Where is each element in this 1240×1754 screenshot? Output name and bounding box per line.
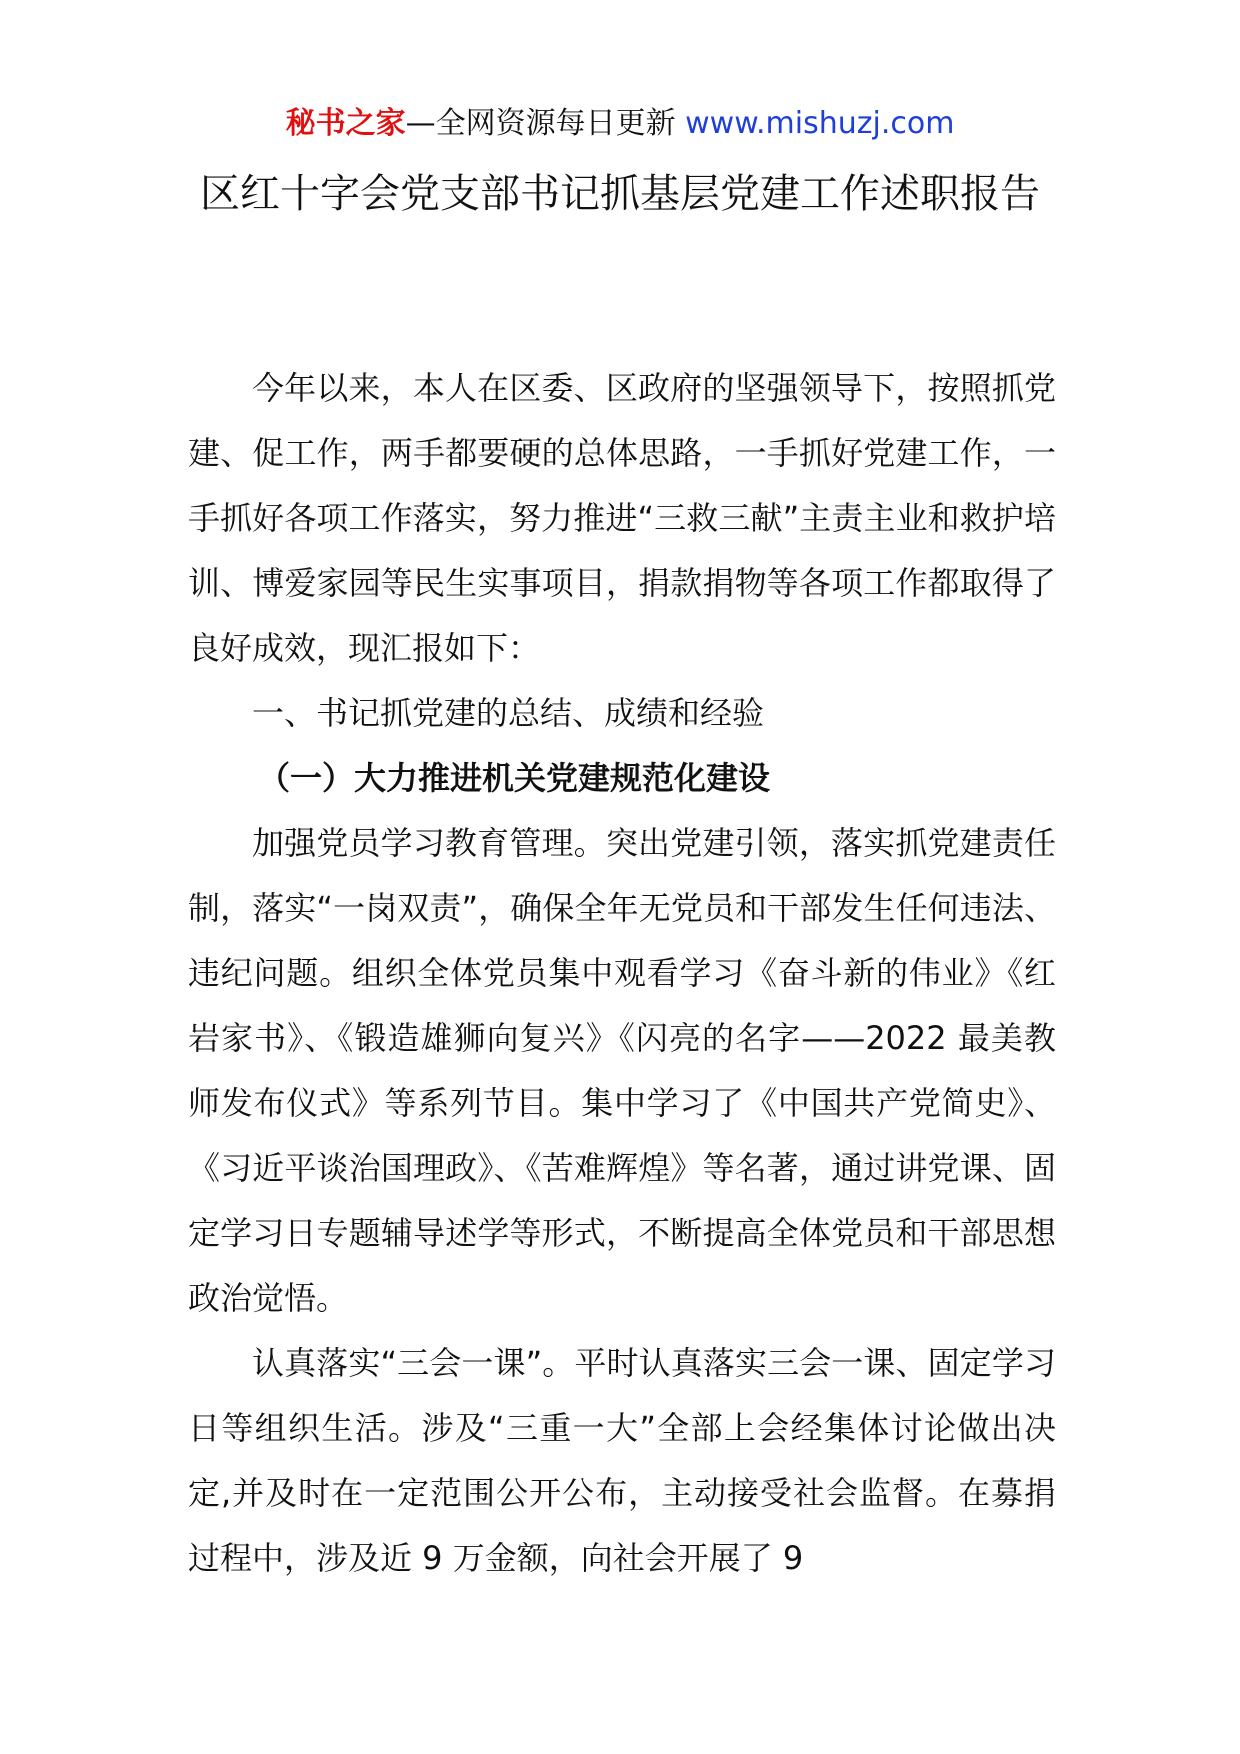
intro-paragraph: 今年以来，本人在区委、区政府的坚强领导下，按照抓党建、促工作，两手都要硬的总体思路，一手抓好党建工作，一手抓好各项工作落实，努力推进“三救三献”主责主业和救护培训、博爱家园等民生实事项目，捐款捐物等各项工作都取得了良好成效，现汇报如下：: [188, 369, 1056, 667]
subsection-heading: （一）大力推进机关党建规范化建设: [258, 759, 771, 797]
document-body: [188, 356, 1056, 1591]
section-heading: 一、书记抓党建的总结、成绩和经验: [252, 694, 765, 732]
brand-name: 秘书之家: [285, 106, 406, 141]
body-paragraph: 加强党员学习教育管理。突出党建引领，落实抓党建责任制，落实“一岗双责”，确保全年无党员和干部发生任何违法、违纪问题。组织全体党员集中观看学习《奋斗新的伟业》《红岩家书》、《锻造雄狮向复兴》《闪亮的名字——2022 最美教师发布仪式》等系列节目。集中学习了《中国共产党简史》、《习近平谈治国理政》、《苦难辉煌》等名著，通过讲党课、固定学习日专题辅导述学等形式，不断提高全体党员和干部思想政治觉悟。: [188, 824, 1056, 1317]
site-url: www.mishuzj.com: [685, 106, 955, 141]
body-paragraph: 认真落实“三会一课”。平时认真落实三会一课、固定学习日等组织生活。涉及“三重一大”全部上会经集体讨论做出决定,并及时在一定范围公开公布，主动接受社会监督。在募捐过程中，涉及近 9 万金额，向社会开展了 9: [188, 1344, 1056, 1577]
watermark-header: [0, 100, 1240, 148]
document-title: 区红十字会党支部书记抓基层党建工作述职报告: [200, 171, 1040, 217]
brand-tagline: —全网资源每日更新: [405, 106, 676, 141]
